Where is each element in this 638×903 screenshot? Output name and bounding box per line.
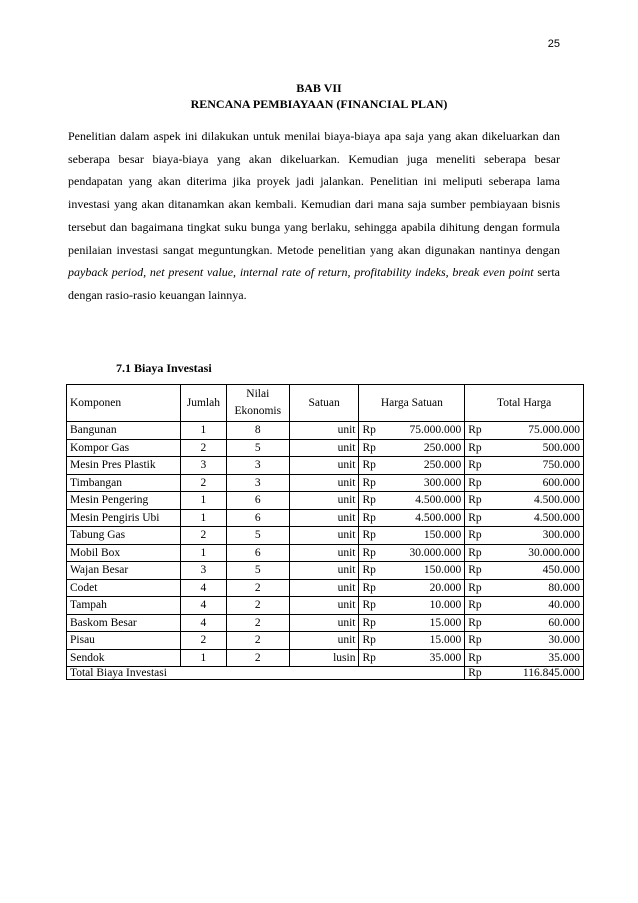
total-amount: 116.845.000 [499, 667, 584, 680]
cell-harga-rp: Rp [359, 614, 395, 632]
cell-jumlah: 3 [180, 457, 226, 475]
cell-jumlah: 4 [180, 614, 226, 632]
table-row [67, 579, 584, 597]
cell-nilai-ekonomis: 6 [226, 509, 289, 527]
cell-komponen: Mesin Pres Plastik [67, 457, 181, 475]
cell-jumlah: 1 [180, 649, 226, 667]
cell-nilai-ekonomis: 5 [226, 562, 289, 580]
cell-harga-rp: Rp [359, 579, 395, 597]
header-nilai-line2: Ekonomis [234, 405, 282, 417]
cell-satuan: unit [289, 579, 359, 597]
cell-satuan: unit [289, 544, 359, 562]
cell-komponen: Wajan Besar [67, 562, 181, 580]
cell-total-rp: Rp [465, 439, 499, 457]
cell-satuan: unit [289, 474, 359, 492]
cell-satuan: unit [289, 562, 359, 580]
cell-nilai-ekonomis: 8 [226, 422, 289, 440]
cell-harga-satuan: 15.000 [395, 614, 465, 632]
table-row [67, 544, 584, 562]
cell-harga-rp: Rp [359, 509, 395, 527]
cell-total-rp: Rp [465, 649, 499, 667]
cell-harga-satuan: 4.500.000 [395, 509, 465, 527]
cell-harga-satuan: 75.000.000 [395, 422, 465, 440]
cell-jumlah: 2 [180, 439, 226, 457]
header-nilai-ekonomis [226, 385, 289, 422]
cell-satuan: lusin [289, 649, 359, 667]
header-nilai-line1: Nilai [246, 388, 270, 400]
cell-nilai-ekonomis: 5 [226, 439, 289, 457]
cell-total-rp: Rp [465, 632, 499, 650]
cell-nilai-ekonomis: 2 [226, 579, 289, 597]
cell-total-harga: 30.000 [499, 632, 584, 650]
cell-total-harga: 4.500.000 [499, 509, 584, 527]
cell-total-harga: 75.000.000 [499, 422, 584, 440]
cell-harga-satuan: 150.000 [395, 527, 465, 545]
cell-harga-rp: Rp [359, 632, 395, 650]
table-row [67, 527, 584, 545]
cell-komponen: Kompor Gas [67, 439, 181, 457]
cell-harga-satuan: 10.000 [395, 597, 465, 615]
cell-harga-rp: Rp [359, 457, 395, 475]
header-satuan: Satuan [289, 385, 359, 422]
cell-jumlah: 1 [180, 544, 226, 562]
table-row [67, 562, 584, 580]
table-row [67, 439, 584, 457]
cell-total-harga: 60.000 [499, 614, 584, 632]
total-rp: Rp [465, 667, 499, 680]
cell-komponen: Tabung Gas [67, 527, 181, 545]
cell-komponen: Mesin Pengering [67, 492, 181, 510]
cell-total-rp: Rp [465, 474, 499, 492]
total-row [67, 667, 584, 680]
total-label: Total Biaya Investasi [67, 667, 465, 680]
cell-harga-rp: Rp [359, 439, 395, 457]
cell-nilai-ekonomis: 3 [226, 474, 289, 492]
cell-nilai-ekonomis: 6 [226, 492, 289, 510]
cell-total-rp: Rp [465, 579, 499, 597]
cell-harga-rp: Rp [359, 649, 395, 667]
table-row [67, 614, 584, 632]
cell-nilai-ekonomis: 2 [226, 632, 289, 650]
cell-harga-satuan: 250.000 [395, 457, 465, 475]
cell-jumlah: 3 [180, 562, 226, 580]
cell-harga-rp: Rp [359, 544, 395, 562]
cell-komponen: Baskom Besar [67, 614, 181, 632]
cell-komponen: Bangunan [67, 422, 181, 440]
chapter-title: RENCANA PEMBIAYAAN (FINANCIAL PLAN) [190, 97, 448, 111]
cell-komponen: Codet [67, 579, 181, 597]
cell-total-rp: Rp [465, 544, 499, 562]
table-row [67, 422, 584, 440]
cell-nilai-ekonomis: 2 [226, 597, 289, 615]
paragraph-text-2: serta dengan rasio-rasio keuangan lainnya. [68, 265, 561, 302]
cell-komponen: Mesin Pengiris Ubi [67, 509, 181, 527]
cell-jumlah: 2 [180, 527, 226, 545]
cell-jumlah: 2 [180, 632, 226, 650]
cell-jumlah: 1 [180, 509, 226, 527]
cell-harga-satuan: 30.000.000 [395, 544, 465, 562]
table-header-row [67, 385, 584, 422]
cell-harga-rp: Rp [359, 597, 395, 615]
section-title: 7.1 Biaya Investasi [116, 361, 212, 375]
cell-nilai-ekonomis: 6 [226, 544, 289, 562]
cell-harga-satuan: 35.000 [395, 649, 465, 667]
cell-satuan: unit [289, 492, 359, 510]
cell-total-harga: 600.000 [499, 474, 584, 492]
cell-satuan: unit [289, 509, 359, 527]
cell-komponen: Sendok [67, 649, 181, 667]
cell-total-rp: Rp [465, 614, 499, 632]
cell-jumlah: 2 [180, 474, 226, 492]
cell-komponen: Tampah [67, 597, 181, 615]
table-row [67, 649, 584, 667]
cell-jumlah: 4 [180, 579, 226, 597]
paragraph-italic-terms: payback period, net present value, internal rate of return, profitability indeks, break even point [68, 265, 534, 280]
table-row [67, 474, 584, 492]
table-row [67, 509, 584, 527]
cell-jumlah: 1 [180, 422, 226, 440]
table-row [67, 632, 584, 650]
cell-satuan: unit [289, 457, 359, 475]
cell-satuan: unit [289, 597, 359, 615]
cell-total-rp: Rp [465, 422, 499, 440]
cell-satuan: unit [289, 614, 359, 632]
cell-nilai-ekonomis: 2 [226, 649, 289, 667]
cell-jumlah: 1 [180, 492, 226, 510]
page-number: 25 [547, 38, 560, 50]
header-jumlah: Jumlah [180, 385, 226, 422]
cell-harga-satuan: 150.000 [395, 562, 465, 580]
cell-nilai-ekonomis: 2 [226, 614, 289, 632]
cell-satuan: unit [289, 422, 359, 440]
cell-total-rp: Rp [465, 509, 499, 527]
cell-harga-rp: Rp [359, 527, 395, 545]
cell-satuan: unit [289, 439, 359, 457]
table-row [67, 457, 584, 475]
cell-total-harga: 300.000 [499, 527, 584, 545]
cell-total-rp: Rp [465, 597, 499, 615]
cell-total-harga: 40.000 [499, 597, 584, 615]
cell-total-harga: 500.000 [499, 439, 584, 457]
cell-total-harga: 30.000.000 [499, 544, 584, 562]
cell-total-harga: 80.000 [499, 579, 584, 597]
cell-satuan: unit [289, 527, 359, 545]
cell-komponen: Pisau [67, 632, 181, 650]
cell-nilai-ekonomis: 5 [226, 527, 289, 545]
cell-total-rp: Rp [465, 492, 499, 510]
investment-cost-table [66, 384, 584, 680]
cell-harga-satuan: 4.500.000 [395, 492, 465, 510]
cell-total-harga: 450.000 [499, 562, 584, 580]
cell-total-rp: Rp [465, 562, 499, 580]
cell-nilai-ekonomis: 3 [226, 457, 289, 475]
cell-total-rp: Rp [465, 527, 499, 545]
paragraph-text-1: Penelitian dalam aspek ini dilakukan untuk menilai biaya-biaya apa saja yang akan dikeluarkan dan seberapa besar biaya-biaya yang akan dikeluarkan. Kemudian juga meneliti seberapa besar pendapatan yang akan diterima jika proyek jadi jalankan. Penelitian ini meliputi seberapa lama investasi yang akan ditanamkan akan kembali. Kemudian dari mana saja sumber pembiayaan bisnis tersebut dan bagaimana tingkat suku bunga yang berlaku, sehingga apabila dihitung dengan formula penilaian investasi sangat meguntungkan. Metode penelitian yang akan digunakan nantinya dengan [68, 129, 560, 257]
table-row [67, 597, 584, 615]
header-total-harga: Total Harga [465, 385, 584, 422]
cell-jumlah: 4 [180, 597, 226, 615]
cell-total-rp: Rp [465, 457, 499, 475]
header-komponen: Komponen [67, 385, 181, 422]
cell-komponen: Mobil Box [67, 544, 181, 562]
cell-total-harga: 4.500.000 [499, 492, 584, 510]
cell-komponen: Timbangan [67, 474, 181, 492]
cell-total-harga: 35.000 [499, 649, 584, 667]
intro-paragraph [68, 125, 560, 307]
cell-harga-satuan: 15.000 [395, 632, 465, 650]
cell-harga-satuan: 250.000 [395, 439, 465, 457]
cell-total-harga: 750.000 [499, 457, 584, 475]
cell-harga-rp: Rp [359, 474, 395, 492]
cell-harga-satuan: 300.000 [395, 474, 465, 492]
table-row [67, 492, 584, 510]
cell-harga-rp: Rp [359, 492, 395, 510]
cell-harga-satuan: 20.000 [395, 579, 465, 597]
header-harga-satuan: Harga Satuan [359, 385, 465, 422]
cell-harga-rp: Rp [359, 562, 395, 580]
chapter-number: BAB VII [296, 81, 342, 95]
cell-harga-rp: Rp [359, 422, 395, 440]
cell-satuan: unit [289, 632, 359, 650]
